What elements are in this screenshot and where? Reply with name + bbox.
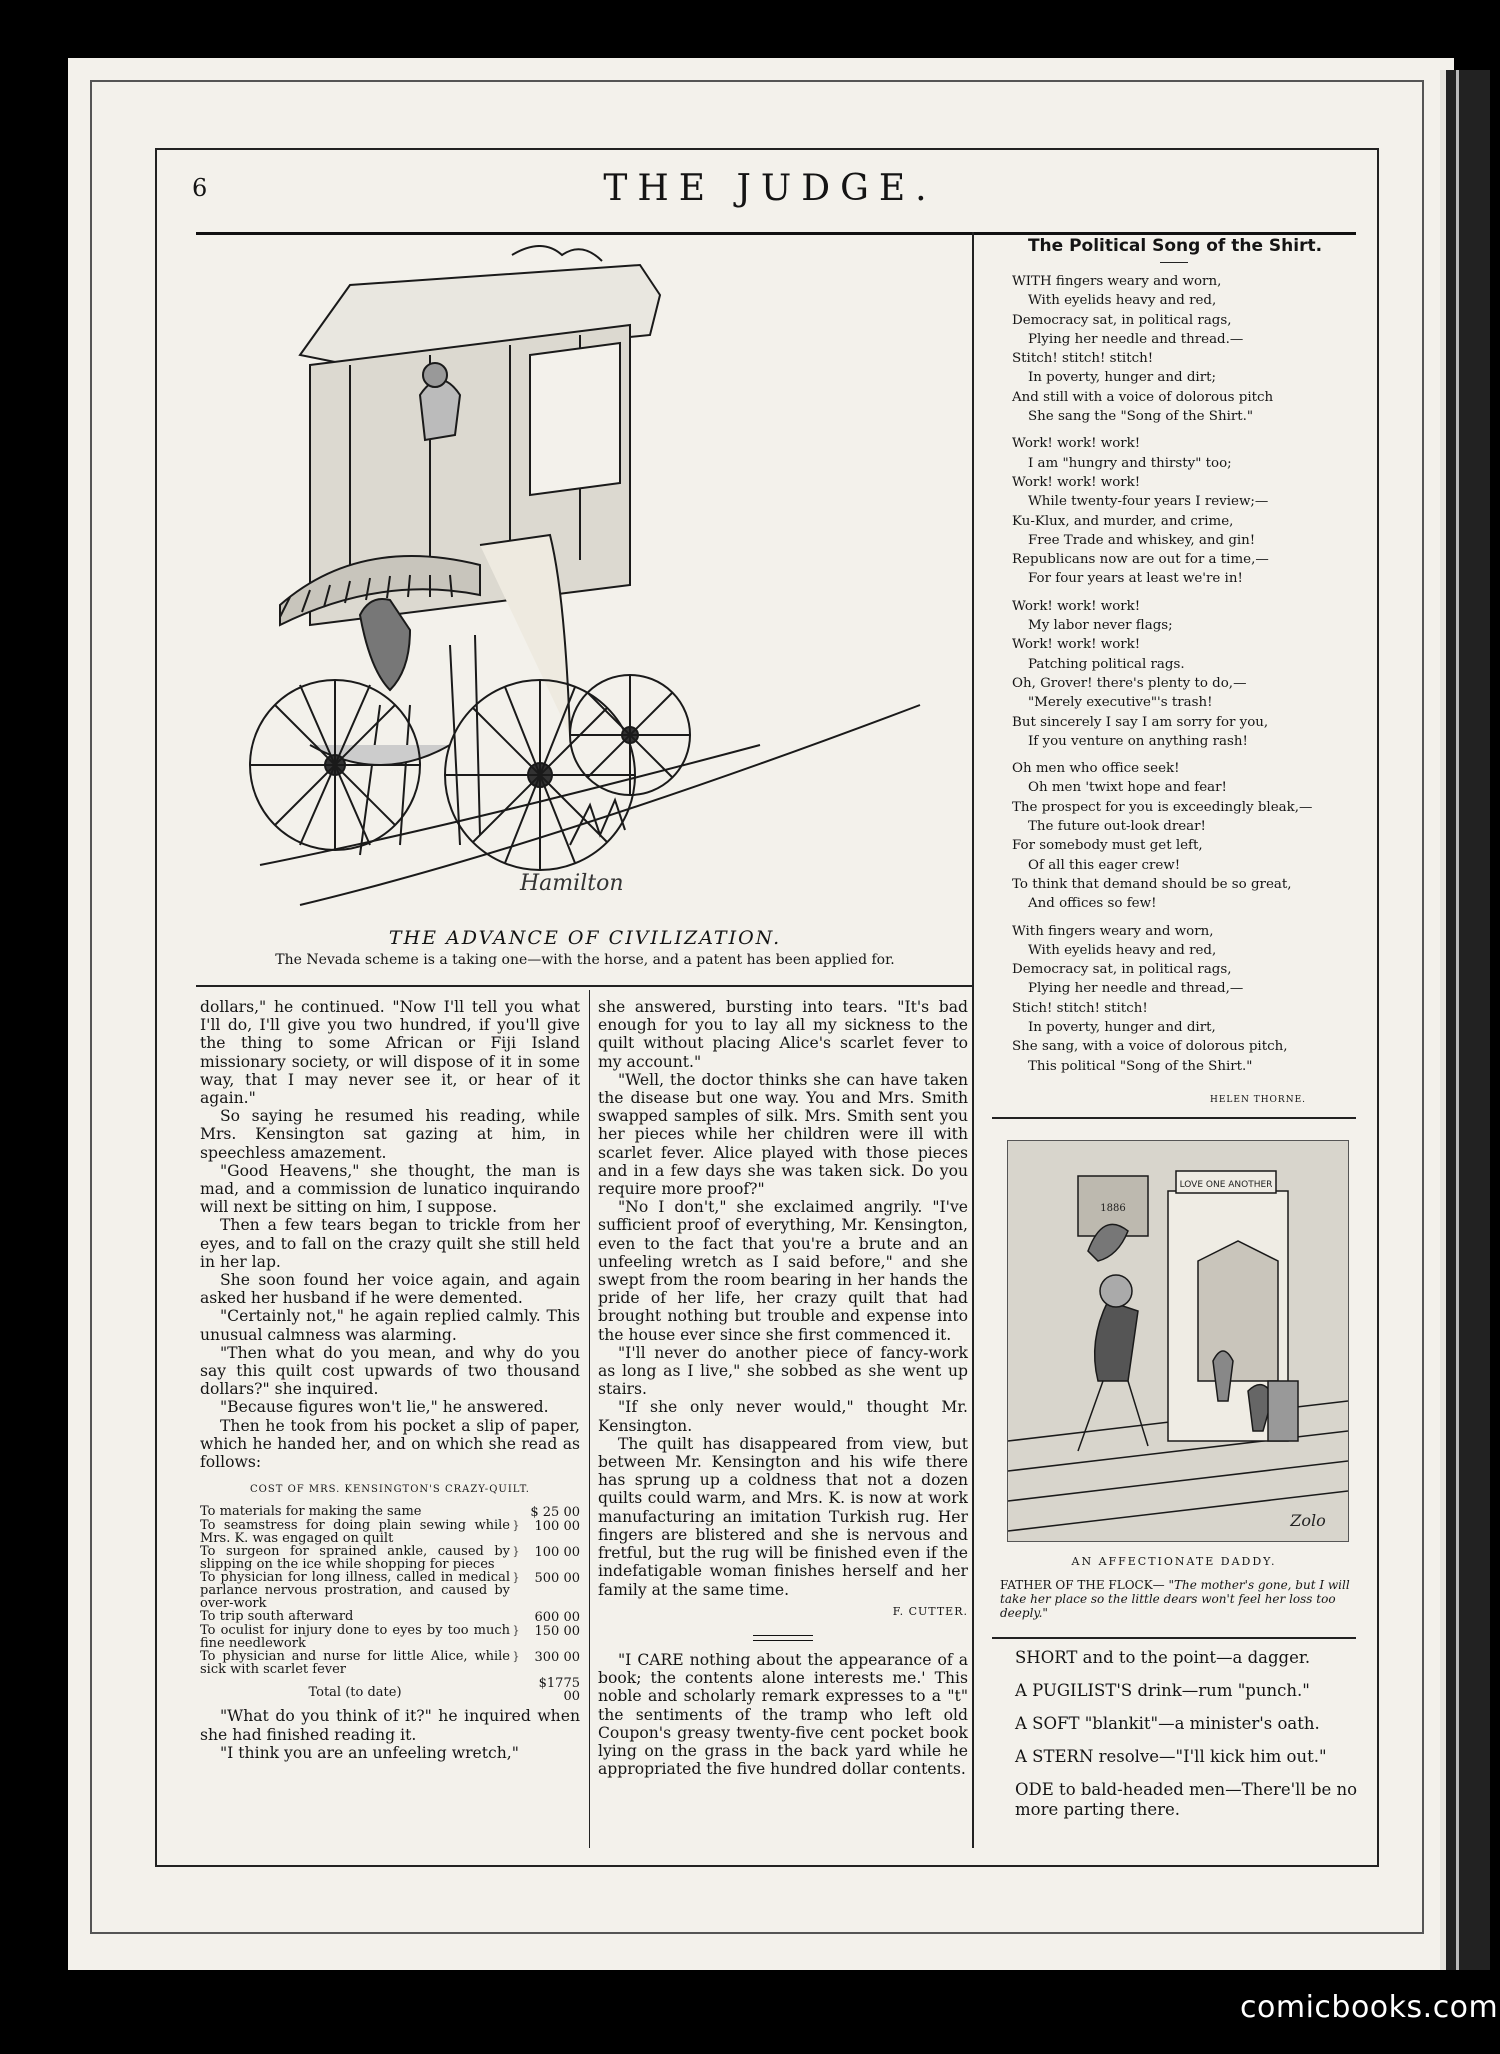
poem-line: To think that demand should be so great, bbox=[1012, 876, 1292, 892]
story-paragraph: Then a few tears began to trickle from her eyes, and to fall on the crazy quilt she still held in her lap. bbox=[200, 1216, 580, 1271]
daddy-cartoon-title: AN AFFECTIONATE DADDY. bbox=[1071, 1555, 1277, 1568]
site-watermark: comicbooks.com bbox=[1240, 1990, 1499, 2025]
poem-line: Democracy sat, in political rags, bbox=[1012, 962, 1232, 978]
poem-line: And still with a voice of dolorous pitch bbox=[1012, 389, 1274, 405]
daddy-cartoon-caption bbox=[1000, 1578, 1350, 1620]
poem-line: But sincerely I say I am sorry for you, bbox=[1012, 714, 1269, 730]
cost-amount: 100 00 bbox=[534, 1519, 580, 1535]
poem-line: Plying her needle and thread.— bbox=[1028, 331, 1244, 347]
main-cartoon-signature: Hamilton bbox=[520, 871, 624, 896]
story-paragraph: "Well, the doctor thinks she can have taken the disease but one way. You and Mrs. Smith swapped samples of silk. Mrs. Smith sent you her pieces while her children were ill with scarlet fever. Alice played with those pieces and in a few days she was taken sick. Do you require more proof?" bbox=[598, 1070, 968, 1199]
joke-text: resolve—"I'll kick him out." bbox=[1093, 1747, 1327, 1766]
story-column-middle bbox=[598, 998, 968, 1778]
page-number: 6 bbox=[192, 174, 208, 202]
joke-lead: A SOFT bbox=[1015, 1714, 1080, 1733]
column-divider-right bbox=[972, 232, 974, 1848]
main-cartoon-caption: The Nevada scheme is a taking one—with the horse, and a patent has been applied for. bbox=[275, 952, 895, 968]
poem-stanza bbox=[1012, 922, 1372, 1076]
poem-stanza bbox=[1012, 597, 1372, 751]
poem-line: This political "Song of the Shirt." bbox=[1028, 1058, 1253, 1074]
poem-line: For somebody must get left, bbox=[1012, 838, 1203, 854]
cost-item: To physician for long illness, called in medical parlance nervous prostration, and caused by over-work bbox=[200, 1570, 510, 1612]
story-paragraph: "Certainly not," he again replied calmly. This unusual calmness was alarming. bbox=[200, 1307, 580, 1344]
table-row bbox=[200, 1610, 580, 1624]
poem-line: Stitch! stitch! stitch! bbox=[1012, 351, 1154, 367]
poem-line: Oh men 'twixt hope and fear! bbox=[1028, 780, 1227, 796]
story-paragraph: "I'll never do another piece of fancy-work as long as I live," she sobbed as she went up stairs. bbox=[598, 1343, 968, 1399]
poem-rule bbox=[992, 1117, 1356, 1119]
poem-line: Republicans now are out for a time,— bbox=[1012, 552, 1269, 568]
cost-table bbox=[200, 1505, 580, 1703]
daddy-plaque: 1886 bbox=[1100, 1203, 1126, 1214]
daddy-rule bbox=[992, 1637, 1356, 1639]
masthead-rule bbox=[196, 232, 1356, 235]
cost-amount: 300 00 bbox=[534, 1650, 580, 1666]
joke-text: and to the point—a dagger. bbox=[1077, 1648, 1311, 1667]
joke-item bbox=[1015, 1747, 1365, 1767]
daddy-cartoon-signature: Zolo bbox=[1290, 1511, 1326, 1530]
cost-total-amount: $1775 00 bbox=[538, 1676, 580, 1705]
book-binding-edge bbox=[1440, 70, 1490, 1970]
poem-line: "Merely executive"'s trash! bbox=[1028, 695, 1213, 711]
story-paragraph: "I think you are an unfeeling wretch," bbox=[220, 1743, 519, 1762]
poem-line: Work! work! work! bbox=[1012, 474, 1141, 490]
poem-line: In poverty, hunger and dirt; bbox=[1028, 370, 1216, 386]
cost-amount: 150 00 bbox=[534, 1624, 580, 1640]
cost-table-title: COST OF MRS. KENSINGTON'S CRAZY-QUILT. bbox=[250, 1484, 530, 1496]
poem-line: WITH fingers weary and worn, bbox=[1012, 274, 1222, 289]
poem-line: Of all this eager crew! bbox=[1028, 857, 1181, 873]
story-paragraph: "Good Heavens," she thought, the man is mad, and a commission de lunatico inquirando will next be sitting on him, I suppose. bbox=[200, 1161, 580, 1217]
poem-line: With fingers weary and worn, bbox=[1012, 923, 1214, 939]
poem-line: With eyelids heavy and red, bbox=[1028, 293, 1217, 309]
poem-line: And offices so few! bbox=[1028, 896, 1157, 912]
poem-author: HELEN THORNE. bbox=[1210, 1095, 1307, 1105]
story-paragraph: "No I don't," she exclaimed angrily. "I've sufficient proof of everything, Mr. Kensington, even to the fact that you're a brute and an unfeeling wretch as I said before," and she swept from the room bearing in her hands the pride of her life, her crazy quilt that had brought nothing but trouble and expense into the house ever since she first commenced it. bbox=[598, 1198, 968, 1344]
cost-item: To seamstress for doing plain sewing while Mrs. K. was engaged on quilt bbox=[200, 1518, 510, 1547]
poem-line: My labor never flags; bbox=[1028, 618, 1173, 634]
story-paragraph: So saying he resumed his reading, while Mrs. Kensington sat gazing at him, in speechless amazement. bbox=[200, 1107, 580, 1162]
joke-item bbox=[1015, 1780, 1365, 1820]
poem bbox=[1012, 272, 1372, 1084]
joke-lead: ODE bbox=[1015, 1780, 1054, 1799]
affectionate-daddy-illustration bbox=[1007, 1140, 1349, 1542]
joke-text: "blankit"—a minister's oath. bbox=[1079, 1714, 1320, 1733]
cost-item: To materials for making the same bbox=[200, 1504, 422, 1520]
cost-item: To physician and nurse for little Alice, while sick with scarlet fever bbox=[200, 1649, 510, 1678]
poem-line: Stich! stitch! stitch! bbox=[1012, 1000, 1148, 1016]
story-paragraph: The quilt has disappeared from view, but between Mr. Kensington and his wife there has sprung up a coldness that not a dozen quilts could warm, and Mrs. K. is now at work manufacturing an imitation Turkish rug. Her fingers are blistered and she is nervous and fretful, but the rug will be finished even if the indefatigable woman finishes herself and her family at the same time. bbox=[598, 1434, 968, 1599]
joke-lead: SHORT bbox=[1015, 1648, 1078, 1667]
poem-line: Work! work! work! bbox=[1012, 436, 1141, 452]
poem-line: I am "hungry and thirsty" too; bbox=[1028, 455, 1232, 471]
poem-line: Work! work! work! bbox=[1012, 598, 1141, 614]
joke-item bbox=[1015, 1681, 1365, 1701]
poem-line: She sang the "Song of the Shirt." bbox=[1028, 409, 1254, 425]
section-ornament bbox=[753, 1635, 813, 1641]
poem-title-rule bbox=[1160, 262, 1188, 263]
table-row: To surgeon for sprained ankle, caused by slipping on the ice while shopping for pieces } 100 00 bbox=[200, 1544, 580, 1573]
story-paragraph: Then he took from his pocket a slip of paper, which he handed her, and on which she read as follows: bbox=[200, 1416, 580, 1472]
poem-line: Oh men who office seek! bbox=[1012, 761, 1180, 777]
table-row: To physician for long illness, called in medical parlance nervous prostration, and caused by over-work } 500 00 bbox=[200, 1570, 580, 1612]
poem-line: Patching political rags. bbox=[1028, 656, 1185, 672]
squib-paragraph: "I CARE nothing about the appearance of a book; the contents alone interests me.' This noble and scholarly remark expresses to a "t" the sentiments of the tramp who left old Coupon's greasy twenty-five cent pocket book lying on the grass in the back yard while he appropriated the five hundred dollar contents. bbox=[598, 1650, 968, 1779]
joke-lead: A PUGILIST'S bbox=[1015, 1681, 1133, 1700]
joke-lead: A STERN bbox=[1015, 1747, 1094, 1766]
poem-line: If you venture on anything rash! bbox=[1028, 733, 1248, 749]
story-byline: F. CUTTER. bbox=[892, 1604, 968, 1618]
joke-item bbox=[1015, 1714, 1365, 1734]
cost-item: To surgeon for sprained ankle, caused by slipping on the ice while shopping for pieces bbox=[200, 1544, 510, 1573]
cartoon-rule bbox=[196, 985, 972, 987]
story-paragraph: "What do you think of it?" he inquired when she had finished reading it. bbox=[200, 1707, 580, 1744]
table-row: To seamstress for doing plain sewing while Mrs. K. was engaged on quilt } 100 00 bbox=[200, 1518, 580, 1547]
cost-item: To oculist for injury done to eyes by too much fine needlework bbox=[200, 1623, 510, 1652]
poem-line: For four years at least we're in! bbox=[1028, 571, 1243, 587]
cost-amount: 100 00 bbox=[534, 1545, 580, 1561]
cost-item: To trip south afterward bbox=[200, 1609, 354, 1625]
joke-text: to bald-headed men—There'll be no more parting there. bbox=[1015, 1780, 1358, 1819]
poem-line: With eyelids heavy and red, bbox=[1028, 942, 1217, 958]
poem-line: Ku-Klux, and murder, and crime, bbox=[1012, 513, 1234, 529]
story-paragraph: She soon found her voice again, and again asked her husband if he were demented. bbox=[200, 1271, 580, 1308]
poem-line: Work! work! work! bbox=[1012, 637, 1141, 653]
poem-stanza bbox=[1012, 434, 1372, 588]
main-cartoon-title: THE ADVANCE OF CIVILIZATION. bbox=[388, 927, 782, 949]
story-paragraph: she answered, bursting into tears. "It's bad enough for you to lay all my sickness to the quilt without placing Alice's scarlet fever to my account." bbox=[598, 998, 968, 1071]
joke-text: drink—rum "punch." bbox=[1132, 1681, 1310, 1700]
story-paragraph: "Then what do you mean, and why do you say this quilt cost upwards of two thousand dollars?" she inquired. bbox=[200, 1343, 580, 1399]
story-paragraph: dollars," he continued. "Now I'll tell you what I'll do, I'll give you two hundred, if you'll give the thing to some African or Fiji Island missionary society, or will dispose of it in some way, that I may never see it, or hear of it again." bbox=[200, 998, 580, 1108]
joke-item bbox=[1015, 1648, 1365, 1668]
poem-line: Plying her needle and thread,— bbox=[1028, 981, 1244, 997]
poem-stanza bbox=[1012, 272, 1372, 426]
story-column-left bbox=[200, 998, 580, 1762]
cost-amount: 600 00 bbox=[534, 1610, 580, 1626]
table-row: To physician and nurse for little Alice, while sick with scarlet fever } 300 00 bbox=[200, 1649, 580, 1678]
poem-title: The Political Song of the Shirt. bbox=[1027, 236, 1323, 256]
poem-line: The prospect for you is exceedingly bleak,— bbox=[1012, 799, 1313, 815]
poem-line: The future out-look drear! bbox=[1028, 819, 1206, 835]
table-row bbox=[200, 1505, 580, 1519]
poem-line: Democracy sat, in political rags, bbox=[1012, 312, 1232, 328]
daddy-caption-quote: "The mother's gone, but I will take her place so the little dears won't feel her loss too deeply." bbox=[1000, 1578, 1350, 1620]
daddy-sign: LOVE ONE ANOTHER bbox=[1179, 1180, 1273, 1190]
poem-line: While twenty-four years I review;— bbox=[1028, 494, 1269, 510]
poem-line: She sang, with a voice of dolorous pitch, bbox=[1012, 1039, 1288, 1055]
story-paragraph: "If she only never would," thought Mr. Kensington. bbox=[598, 1398, 968, 1435]
advance-of-civilization-illustration bbox=[240, 245, 960, 925]
poem-line: In poverty, hunger and dirt, bbox=[1028, 1019, 1216, 1035]
poem-line: Free Trade and whiskey, and gin! bbox=[1028, 532, 1256, 548]
cost-amount: 500 00 bbox=[534, 1571, 580, 1587]
poem-stanza bbox=[1012, 759, 1372, 913]
story-paragraph: "Because figures won't lie," he answered. bbox=[220, 1398, 549, 1417]
masthead-title: THE JUDGE. bbox=[603, 168, 937, 209]
cost-amount: $ 25 00 bbox=[530, 1505, 580, 1521]
table-row-total bbox=[200, 1676, 580, 1703]
daddy-caption-speaker: FATHER OF THE FLOCK— bbox=[1000, 1578, 1165, 1592]
table-row: To oculist for injury done to eyes by too much fine needlework } 150 00 bbox=[200, 1623, 580, 1652]
poem-line: Oh, Grover! there's plenty to do,— bbox=[1012, 675, 1247, 691]
cost-total-label: Total (to date) bbox=[308, 1685, 402, 1701]
column-divider-middle bbox=[589, 990, 590, 1848]
jokes-column bbox=[1015, 1648, 1365, 1833]
